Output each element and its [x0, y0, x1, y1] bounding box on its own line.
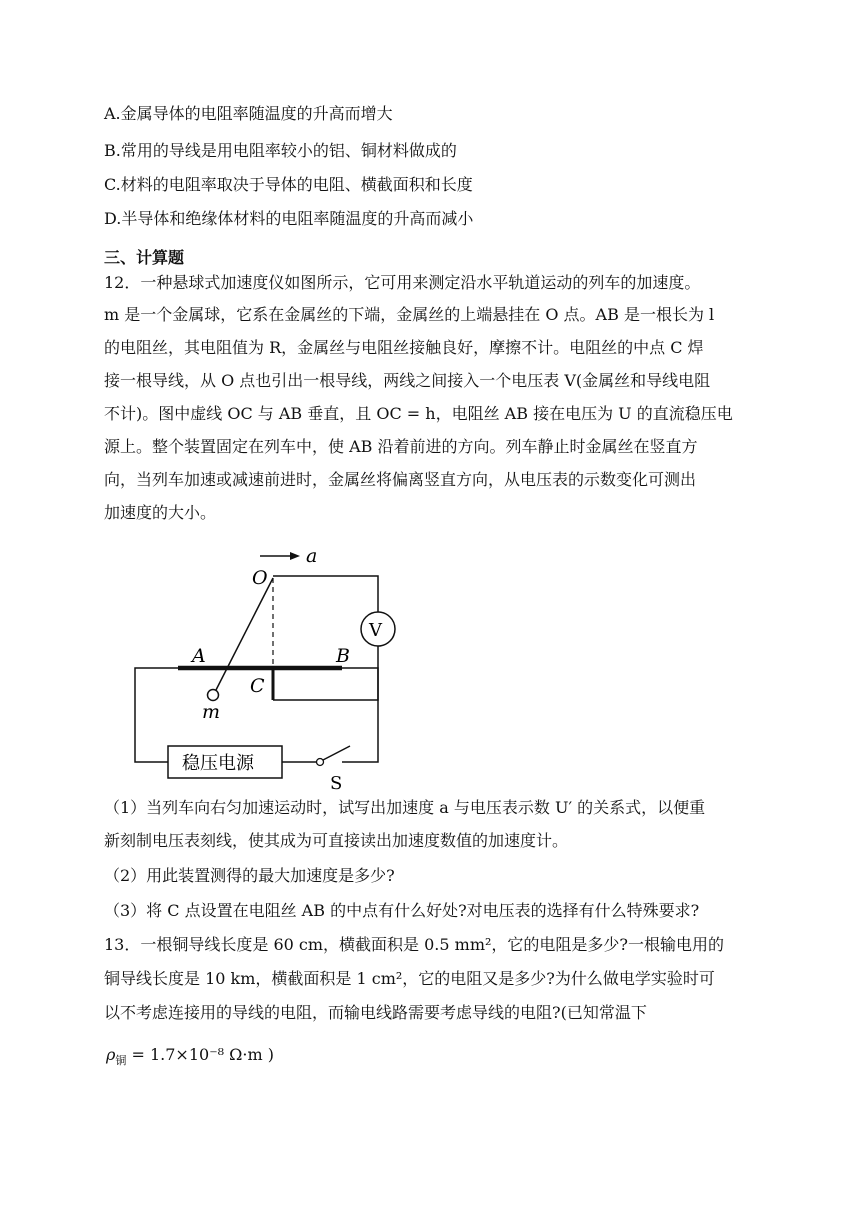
power-supply-label: 稳压电源	[182, 753, 254, 774]
wire-voltmeter-to-C	[273, 646, 378, 700]
pendulum-wire	[216, 578, 273, 690]
q12-line: 不计)。图中虚线 OC 与 AB 垂直，且 OC = h，电阻丝 AB 接在电压为 U 的直流稳压电	[104, 404, 733, 423]
label-S: S	[330, 773, 343, 790]
q13-formula	[106, 1044, 274, 1068]
q13-line: 13．一根铜导线长度是 60 cm，横截面积是 0.5 mm²，它的电阻是多少?一根输电用的	[104, 935, 724, 954]
accelerometer-diagram	[120, 540, 440, 790]
q12-line: m 是一个金属球，它系在金属丝的下端，金属丝的上端悬挂在 O 点。AB 是一根长为 l	[104, 305, 715, 324]
formula-value: = 1.7×10⁻⁸ Ω·m )	[126, 1045, 274, 1064]
label-a: a	[306, 545, 318, 567]
q12-line: 加速度的大小。	[104, 503, 217, 522]
section-heading: 三、计算题	[104, 248, 185, 267]
q12-sub-line: （2）用此装置测得的最大加速度是多少?	[104, 866, 395, 885]
label-V: V	[369, 620, 382, 641]
option-b: B.常用的导线是用电阻率较小的铝、铜材料做成的	[104, 141, 457, 160]
q12-sub-line: 新刻制电压表刻线，使其成为可直接读出加速度数值的加速度计。	[104, 831, 569, 850]
label-A: A	[192, 645, 206, 667]
q12-line: 源上。整个装置固定在列车中，使 AB 沿着前进的方向。列车静止时金属丝在竖直方	[104, 437, 698, 456]
label-B: B	[336, 645, 350, 667]
option-d: D.半导体和绝缘体材料的电阻率随温度的升高而减小	[104, 209, 474, 228]
switch-contact	[317, 759, 324, 766]
q12-sub-line: （3）将 C 点设置在电阻丝 AB 的中点有什么好处?对电压表的选择有什么特殊要求?	[104, 901, 700, 920]
wire-top	[273, 576, 378, 612]
option-a: A.金属导体的电阻率随温度的升高而增大	[104, 104, 393, 123]
option-c: C.材料的电阻率取决于导体的电阻、横截面积和长度	[104, 175, 473, 194]
metal-ball	[208, 690, 219, 701]
q12-line: 向，当列车加速或减速前进时，金属丝将偏离竖直方向，从电压表的示数变化可测出	[104, 470, 697, 489]
label-C: C	[250, 675, 265, 697]
label-O: O	[252, 567, 268, 589]
q12-sub-line: （1）当列车向右匀加速运动时，试写出加速度 a 与电压表示数 U′ 的关系式，以便重	[104, 798, 706, 817]
arrow-a-head	[290, 552, 300, 560]
rho-subscript: 铜	[115, 1054, 127, 1067]
q12-line: 的电阻丝，其电阻值为 R，金属丝与电阻丝接触良好，摩擦不计。电阻丝的中点 C 焊	[104, 338, 704, 357]
q13-line: 铜导线长度是 10 km，横截面积是 1 cm²，它的电阻又是多少?为什么做电学实验时可	[104, 969, 715, 988]
q13-line: 以不考虑连接用的导线的电阻，而输电线路需要考虑导线的电阻?(已知常温下	[104, 1003, 647, 1022]
rho-symbol: ρ	[106, 1045, 116, 1064]
switch-lever	[323, 746, 350, 760]
label-m: m	[202, 701, 221, 723]
q12-line: 12．一种悬球式加速度仪如图所示，它可用来测定沿水平轨道运动的列车的加速度。	[104, 273, 701, 292]
q12-line: 接一根导线，从 O 点也引出一根导线，两线之间接入一个电压表 V(金属丝和导线电阻	[104, 371, 711, 390]
